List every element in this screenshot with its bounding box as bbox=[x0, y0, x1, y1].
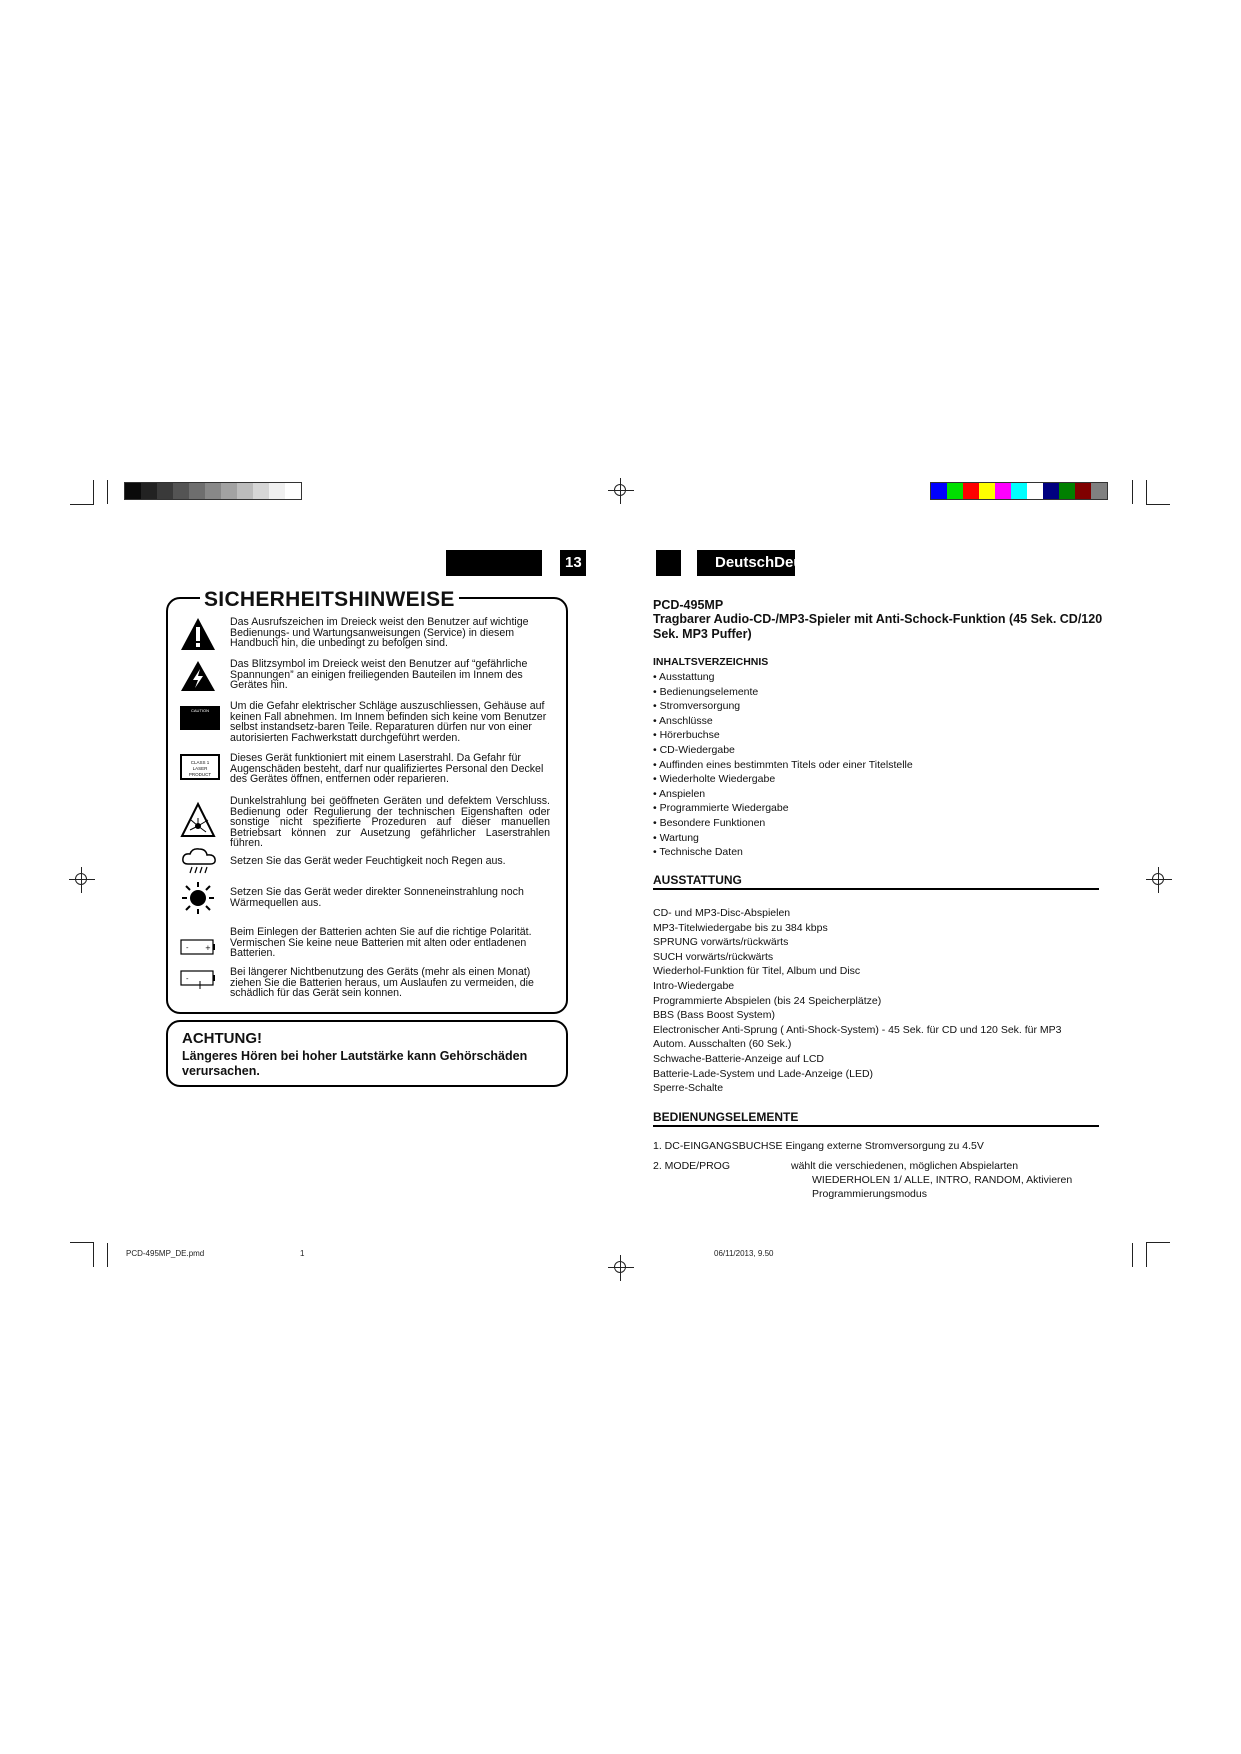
achtung-box bbox=[166, 1020, 568, 1087]
toc-item: • Hörerbuchse bbox=[653, 729, 720, 742]
laser-radiation-icon bbox=[180, 802, 216, 838]
svg-text:-: - bbox=[186, 944, 189, 952]
safety-title: SICHERHEITSHINWEISE bbox=[200, 588, 459, 612]
feature-item: SPRUNG vorwärts/rückwärts bbox=[653, 936, 789, 949]
achtung-title: ACHTUNG! bbox=[182, 1030, 262, 1047]
toc-heading: INHALTSVERZEICHNIS bbox=[653, 656, 769, 668]
feature-item: Batterie-Lade-System und Lade-Anzeige (LED) bbox=[653, 1067, 874, 1080]
toc-item: • CD-Wiedergabe bbox=[653, 743, 735, 756]
feature-item: CD- und MP3-Disc-Abspielen bbox=[653, 907, 791, 919]
feature-item: MP3-Titelwiedergabe bis zu 384 kbps bbox=[653, 921, 828, 934]
safety-item-8: Beim Einlegen der Batterien achten Sie auf die richtige Polarität. Vermischen Sie keine neue Batterien mit alten oder entladenen Batterien. bbox=[230, 926, 532, 960]
safety-item-7: Setzen Sie das Gerät weder direkter Sonneneinstrahlung noch Wärmequellen aus. bbox=[230, 886, 524, 909]
safety-item-3: Um die Gefahr elektrischer Schläge auszuschliessen, Gehäuse auf keinen Fall abnehmen. Im Innem befinden sich keine vom Benutzer selbst instandsetz-baren Teile. Reparaturen dürfen nur von einer autorisierten Fachwerkstatt durchgeführt werden. bbox=[230, 700, 547, 744]
toc-item: • Technische Daten bbox=[653, 846, 743, 859]
control-item-2-label: 2. MODE/PROG bbox=[653, 1160, 731, 1172]
product-header bbox=[653, 598, 1103, 642]
product-subtitle: Tragbarer Audio-CD-/MP3-Spieler mit Anti-Schock-Funktion (45 Sek. CD/120 Sek. MP3 Puffer) bbox=[653, 612, 1103, 641]
toc-item: • Besondere Funktionen bbox=[653, 816, 766, 829]
feature-item: Sperre-Schalte bbox=[653, 1082, 724, 1095]
feature-item: Wiederhol-Funktion für Titel, Album und Disc bbox=[653, 965, 861, 978]
toc-item: • Programmierte Wiedergabe bbox=[653, 802, 789, 815]
safety-item-6: Setzen Sie das Gerät weder Feuchtigkeit noch Regen aus. bbox=[230, 855, 506, 867]
safety-item-9: Bei längerer Nichtbenutzung des Geräts (mehr als einen Monat) ziehen Sie die Batterien heraus, um Auslaufen zu vermeiden, die schädlich für das Gerät sein konnen. bbox=[230, 966, 534, 1000]
language-tab: DeutschDeu bbox=[697, 550, 795, 576]
toc-item: • Auffinden eines bestimmten Titels oder einer Titelstelle bbox=[653, 758, 913, 771]
class1-laser-label-icon: CLASS 1 LASER PRODUCT bbox=[180, 754, 220, 780]
feature-item: SUCH vorwärts/rückwärts bbox=[653, 950, 774, 963]
toc-item: • Anspielen bbox=[653, 787, 706, 800]
footer-filename: PCD-495MP_DE.pmd bbox=[126, 1249, 205, 1258]
toc-item: • Wiederholte Wiedergabe bbox=[653, 773, 776, 786]
control-item-2-desc: Programmierungsmodus bbox=[812, 1188, 927, 1200]
ausstattung-section bbox=[653, 873, 1103, 1096]
footer-date: 06/11/2013, 9.50 bbox=[714, 1249, 774, 1258]
registration-mark bbox=[608, 1255, 634, 1281]
feature-item: Programmierte Abspielen (bis 24 Speicherplätze) bbox=[653, 994, 882, 1007]
caution-label-icon: CAUTION bbox=[180, 706, 220, 730]
model-name: PCD-495MP bbox=[653, 598, 724, 612]
safety-item-4: Dieses Gerät funktioniert mit einem Laserstrahl. Da Gefahr für Augenschäden besteht, darf nur qualifiziertes Personal den Deckel des Gerätes öffnen, entfernen oder reparieren. bbox=[230, 752, 544, 786]
battery-polarity-icon bbox=[180, 937, 216, 957]
exclamation-triangle-icon bbox=[180, 617, 216, 651]
ausstattung-heading: AUSSTATTUNG bbox=[653, 873, 1099, 890]
safety-item-5: Dunkelstrahlung bei geöffneten Geräten und defektem Verschluss. Bedienung oder Regulierung der technischen Eigenshaften oder sonstige nicht spezifierte Prozeduren auf dieser manuellen Betriebsart können zur Ausetzung gefährlicher Laserstrahlen führen. bbox=[230, 795, 550, 850]
page-number-tab: 13 1 bbox=[560, 550, 586, 576]
registration-mark bbox=[1146, 867, 1172, 893]
sun-icon bbox=[180, 880, 216, 916]
footer-page: 1 bbox=[300, 1249, 305, 1258]
feature-item: Schwache-Batterie-Anzeige auf LCD bbox=[653, 1052, 825, 1065]
rain-cloud-icon bbox=[180, 846, 220, 876]
control-item-2 bbox=[653, 1159, 1103, 1203]
toc-item: • Ausstattung bbox=[653, 671, 715, 683]
control-item-1: 1. DC-EINGANGSBUCHSE Eingang externe Stromversorgung zu 4.5V bbox=[653, 1140, 984, 1152]
grayscale-strip bbox=[124, 482, 302, 500]
control-item-2-desc: wählt die verschiedenen, möglichen Abspielarten bbox=[791, 1160, 1019, 1172]
color-strip bbox=[930, 482, 1108, 500]
registration-mark bbox=[608, 478, 634, 504]
battery-remove-icon bbox=[180, 968, 216, 990]
feature-item: Autom. Ausschalten (60 Sek.) bbox=[653, 1038, 792, 1051]
safety-item-1: Das Ausrufszeichen im Dreieck weist den Benutzer auf wichtige Bedienungs- und Wartungsanweisungen (Service) in diesem Handbuch hin, die unbedingt zu befolgen sind. bbox=[230, 616, 529, 650]
registration-mark bbox=[69, 867, 95, 893]
lightning-triangle-icon bbox=[180, 660, 216, 692]
bedienung-section bbox=[653, 1110, 1103, 1203]
toc-item: • Anschlüsse bbox=[653, 714, 713, 727]
feature-item: Electronischer Anti-Sprung ( Anti-Shock-System) - 45 Sek. für CD und 120 Sek. für MP3 bbox=[653, 1023, 1062, 1036]
achtung-text: Längeres Hören bei hoher Lautstärke kann Gehörschäden verursachen. bbox=[182, 1049, 528, 1078]
feature-item: BBS (Bass Boost System) bbox=[653, 1009, 775, 1022]
toc-list bbox=[653, 670, 1103, 860]
control-item-2-desc: WIEDERHOLEN 1/ ALLE, INTRO, RANDOM, Aktivieren bbox=[812, 1174, 1073, 1186]
toc-item: • Stromversorgung bbox=[653, 700, 741, 713]
header-bar-right bbox=[656, 550, 681, 576]
svg-text:+: + bbox=[205, 944, 211, 952]
feature-item: Intro-Wiedergabe bbox=[653, 979, 735, 992]
bedienung-heading: BEDIENUNGSELEMENTE bbox=[653, 1110, 1099, 1127]
safety-item-2: Das Blitzsymbol im Dreieck weist den Benutzer auf “gefährliche Spannungen” an einigen freiliegenden Bauteilen im Innem des Gerätes hin. bbox=[230, 658, 528, 692]
svg-text:-: - bbox=[186, 975, 189, 983]
table-of-contents bbox=[653, 656, 1103, 860]
toc-item: • Wartung bbox=[653, 831, 699, 844]
header-bar-left bbox=[446, 550, 542, 576]
toc-item: • Bedienungselemente bbox=[653, 685, 759, 698]
